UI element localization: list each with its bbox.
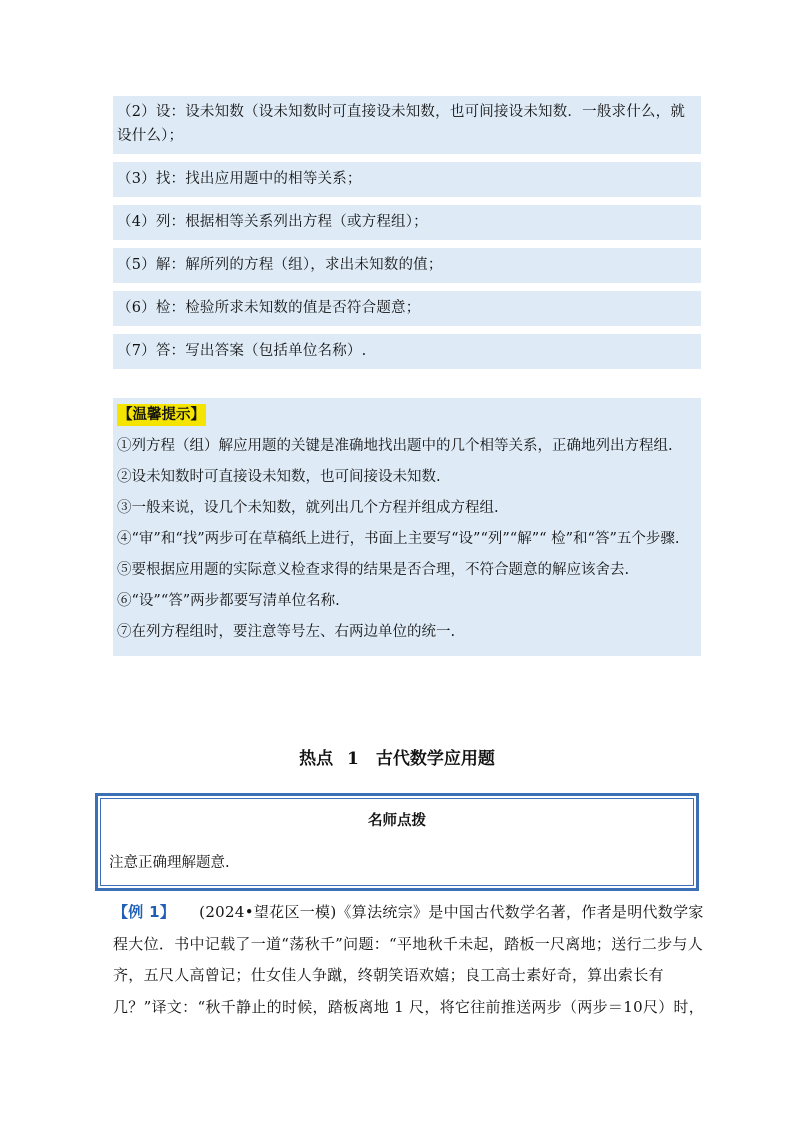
example-text: (2024•望花区一模)《算法统宗》是中国古代数学名著，作者是明代数学家程大位．书中记载了一道“荡秋千”问题：“平地秋千未起，踏板一尺离地；送行二步与人齐，五尺人高曾记；仕女佳人争蹴，终朝笑语欢嬉；良工高士素好奇，算出索长有几？”译文：“秋千静止的时候，踏板离地 1 尺，将它往前推送两步（两步＝10尺）时， (113, 903, 705, 1016)
warm-tips-title: 【温馨提示】 (117, 404, 206, 426)
step-check: （6）检：检验所求未知数的值是否符合题意； (113, 291, 701, 326)
step-solve: （5）解：解所列的方程（组），求出未知数的值； (113, 248, 701, 283)
step-find-relation: （3）找：找出应用题中的相等关系； (113, 162, 701, 197)
warm-tips-block (113, 398, 701, 656)
step-list-equation: （4）列：根据相等关系列出方程（或方程组）； (113, 205, 701, 240)
tip-item: ③一般来说，设几个未知数，就列出几个方程并组成方程组. (117, 500, 499, 516)
example-1 (113, 897, 713, 1023)
tip-item: ⑦在列方程组时，要注意等号左、右两边单位的统一. (117, 624, 456, 640)
tip-item: ⑤要根据应用题的实际意义检查求得的结果是否合理，不符合题意的解应该舍去. (117, 562, 630, 578)
teacher-tip-box (95, 793, 699, 891)
teacher-tip-body: 注意正确理解题意. (109, 855, 230, 871)
tip-item: ⑥“设”“答”两步都要写清单位名称. (117, 593, 340, 609)
tip-item: ②设未知数时可直接设未知数，也可间接设未知数. (117, 469, 441, 485)
example-tag: 【例 1】 (113, 903, 176, 921)
step-set-unknown: （2）设：设未知数（设未知数时可直接设未知数，也可间接设未知数．一般求什么，就设什么）； (113, 96, 701, 154)
section-heading: 热点 1 古代数学应用题 (299, 749, 495, 769)
tip-item: ①列方程（组）解应用题的关键是准确地找出题中的几个相等关系，正确地列出方程组. (117, 438, 673, 454)
step-answer: （7）答：写出答案（包括单位名称）. (113, 334, 701, 369)
teacher-tip-title: 名师点拨 (368, 812, 426, 829)
solution-steps (113, 96, 701, 377)
tip-item: ④“审”和“找”两步可在草稿纸上进行，书面上主要写“设”“列”“解”“ 检”和“答”五个步骤. (117, 531, 680, 547)
